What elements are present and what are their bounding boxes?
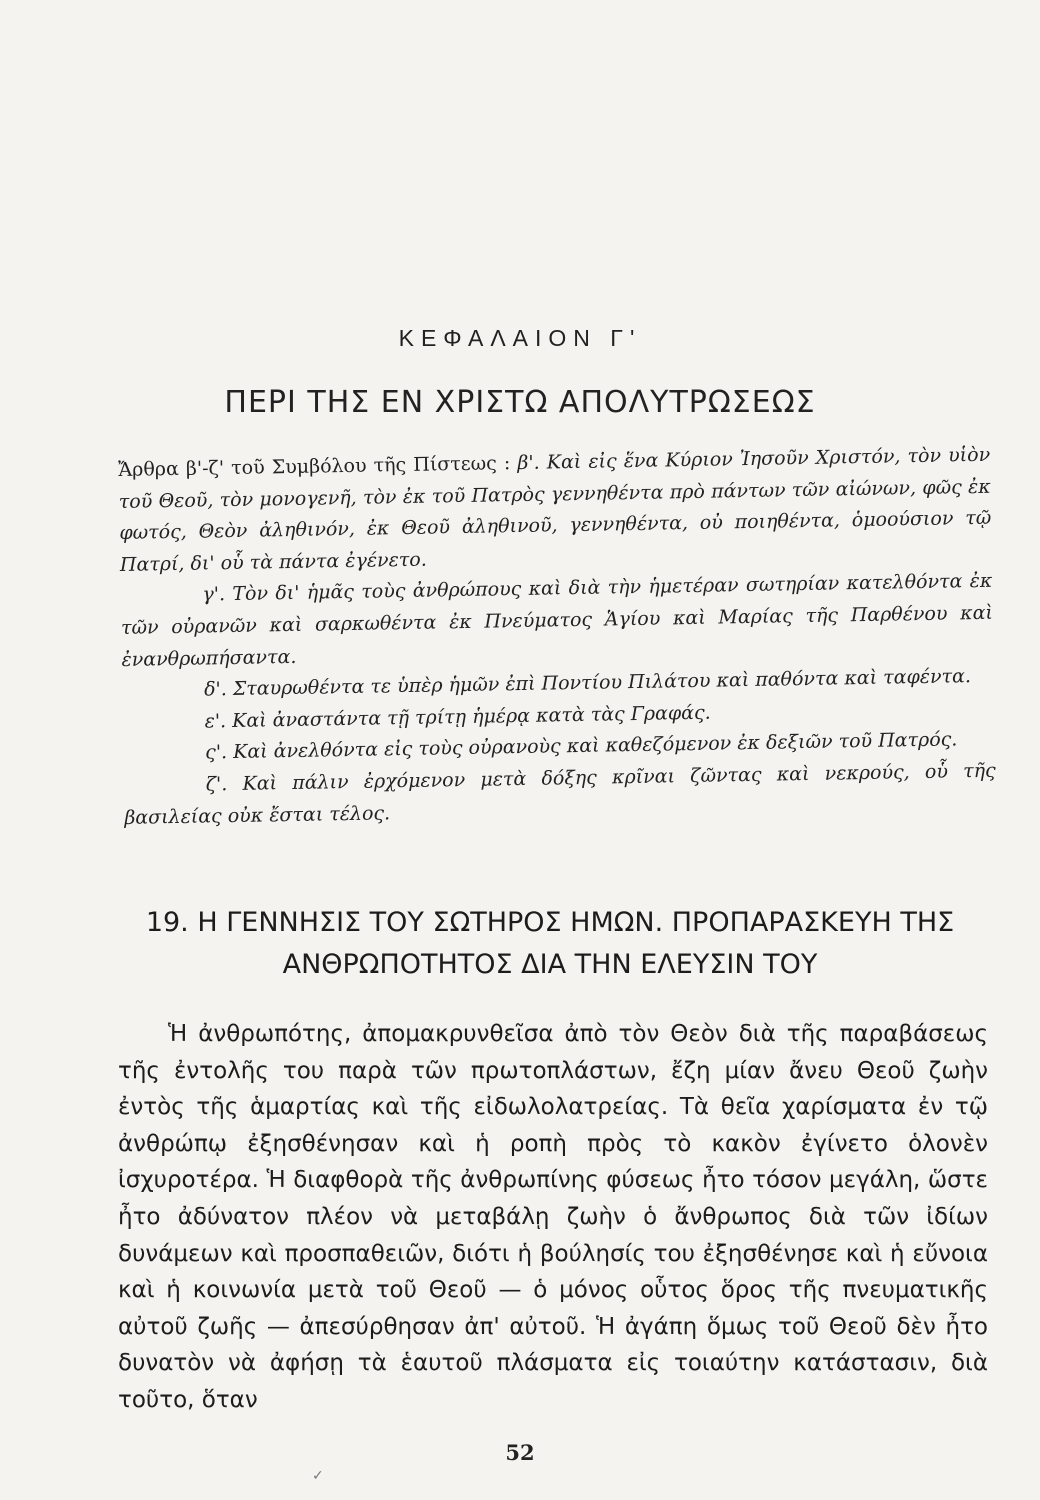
article-stigma: ς'. Καὶ ἀνελθόντα εἰς τοὺς οὐρανοὺς καὶ καθεζόμενον ἐκ δεξιῶν τοῦ Πατρός. xyxy=(205,728,958,764)
articles-lead-label: Ἄρθρα β'-ζ' τοῦ Συμβόλου τῆς Πίστεως : xyxy=(118,452,511,481)
scan-mark: ✓ xyxy=(312,1468,324,1484)
chapter-title: ΠΕΡΙ ΤΗΣ ΕΝ ΧΡΙΣΤΩ ΑΠΟΛΥΤΡΩΣΕΩΣ xyxy=(224,385,816,420)
page-number: 52 xyxy=(505,1440,535,1465)
article-gamma: γ'. Τὸν δι' ἡμᾶς τοὺς ἀνθρώπους καὶ διὰ τὴν ἡμετέραν σωτηρίαν κατελθόντα ἐκ τῶν οὐρανῶν καὶ σαρκωθέντα ἐκ Πνεύματος Ἁγίου καὶ Μαρίας τῆς Παρθένου καὶ ἐνανθρωπήσαντα. xyxy=(120,570,994,671)
article-beta xyxy=(118,440,992,582)
article-epsilon: ε'. Καὶ ἀναστάντα τῇ τρίτῃ ἡμέρᾳ κατὰ τὰς Γραφάς. xyxy=(204,701,711,733)
section-title: 19. Η ΓΕΝΝΗΣΙΣ ΤΟΥ ΣΩΤΗΡΟΣ ΗΜΩΝ. ΠΡΟΠΑΡΑΣΚΕΥΗ ΤΗΣ ΑΝΘΡΩΠΟΤΗΤΟΣ ΔΙΑ ΤΗΝ ΕΛΕΥΣΙΝ ΤΟΥ xyxy=(145,907,955,980)
creed-articles xyxy=(118,440,996,834)
body-paragraph: Ἡ ἀνθρωπότης, ἀπομακρυνθεῖσα ἀπὸ τὸν Θεὸν διὰ τῆς παραβάσεως τῆς ἐντολῆς του παρὰ τῶν πρωτοπλάστων, ἔζη μίαν ἄνευ Θεοῦ ζωὴν ἐντὸς τῆς ἁμαρτίας καὶ τῆς εἰδωλολατρείας. Τὰ θεῖα χαρίσματα ἐν τῷ ἀνθρώπῳ ἐξησθένησαν καὶ ἡ ροπὴ πρὸς τὸ κακὸν ἐγίνετο ὁλονὲν ἰσχυροτέρα. Ἡ διαφθορὰ τῆς ἀνθρωπίνης φύσεως ἦτο τόσον μεγάλη, ὥστε ἦτο ἀδύνατον πλέον νὰ μεταβάλῃ ζωὴν ὁ ἄνθρωπος διὰ τῶν ἰδίων δυνάμεων καὶ προσπαθειῶν, διότι ἡ βούλησίς του ἐξησθένησε καὶ ἡ εὔνοια καὶ ἡ κοινωνία μετὰ τοῦ Θεοῦ — ὁ μόνος οὗτος ὅρος τῆς πνευματικῆς αὐτοῦ ζωῆς — ἀπεσύρθησαν ἀπ' αὐτοῦ. Ἡ ἀγάπη ὅμως τοῦ Θεοῦ δὲν ἦτο δυνατὸν νὰ ἀφήσῃ τὰ ἑαυτοῦ πλάσματα εἰς τοιαύτην κατάστασιν, διὰ τοῦτο, ὅταν xyxy=(118,1021,988,1413)
chapter-heading: ΚΕΦΑΛΑΙΟΝ Γ' xyxy=(398,325,642,351)
article-delta: δ'. Σταυρωθέντα τε ὑπὲρ ἡμῶν ἐπὶ Ποντίου Πιλάτου καὶ παθόντα καὶ ταφέντα. xyxy=(203,665,972,701)
article-zeta: ζ'. Καὶ πάλιν ἐρχόμενον μετὰ δόξης κρῖναι ζῶντας καὶ νεκρούς, οὗ τῆς βασιλείας οὐκ ἔσται τέλος. xyxy=(124,759,996,829)
article-beta-text: β'. Καὶ εἰς ἕνα Κύριον Ἰησοῦν Χριστόν, τὸν υἱὸν τοῦ Θεοῦ, τὸν μονογενῆ, τὸν ἐκ τοῦ Πατρὸς γεννηθέντα πρὸ πάντων τῶν αἰώνων, φῶς ἐκ φωτός, Θεὸν ἀληθινόν, ἐκ Θεοῦ ἀληθινοῦ, γεννηθέντα, οὐ ποιηθέντα, ὁμοούσιον τῷ Πατρί, δι' οὗ τὰ πάντα ἐγένετο. xyxy=(118,443,992,576)
body-text xyxy=(118,1016,988,1419)
